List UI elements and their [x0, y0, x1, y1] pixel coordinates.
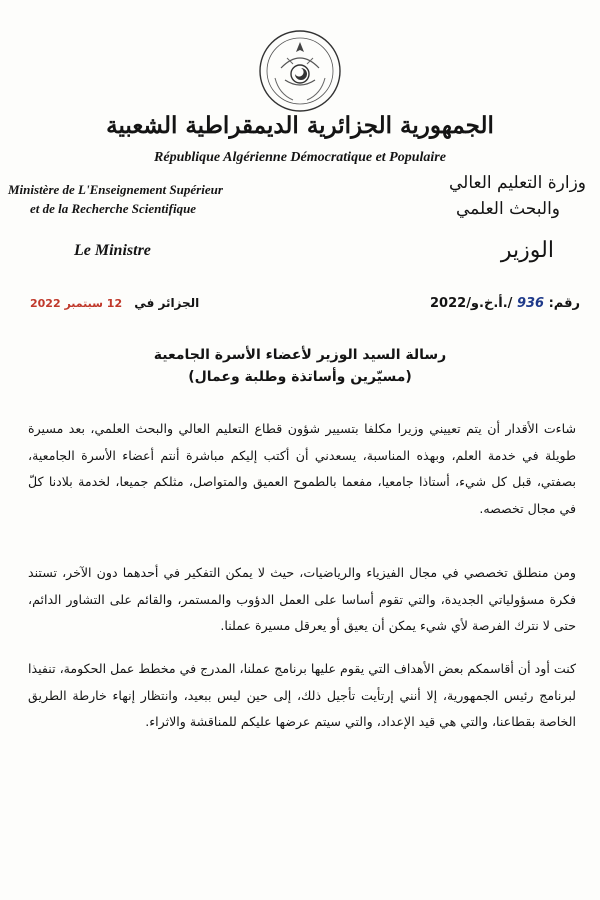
- place-date-label: الجزائر في: [134, 296, 200, 310]
- reference-number: [430, 296, 580, 311]
- date-stamp: 12 سبتمبر 2022: [30, 297, 123, 310]
- national-emblem-seal: [257, 28, 343, 114]
- ministry-name-arabic: [406, 170, 586, 222]
- letter-title: [0, 344, 600, 388]
- letter-paragraph: شاءت الأقدار أن يتم تعييني وزيرا مكلفا بتسيير شؤون قطاع التعليم العالي والبحث العلمي، بعد مسيرة طويلة في خدمة العلم، وبهذه المناسبة، يسعدني أن أكتب إليكم مباشرة أنتم أعضاء الأسرة الجامعية، بصفتي، قبل كل شيء، أستاذا جامعيا، مفعما بالطموح العميق والمتواصل، مثلكم جميعا، لخدمة بلادنا كلّ في مجال تخصصه.: [28, 421, 576, 516]
- ministry-fr-line-1: Ministère de L'Enseignement Supérieur: [8, 182, 223, 197]
- letter-paragraph: ومن منطلق تخصصي في مجال الفيزياء والرياضيات، حيث لا يمكن التفكير في أحدهما دون الآخر، تستند فكرة مسؤولياتي الجديدة، والتي تقوم أساسا على العمل الدؤوب والمستمر، والقائم على التشاور الدائم، حتى لا نترك الفرصة لأي شيء يمكن أن يعيق أو يعرقل مسيرة عملنا.: [28, 565, 576, 633]
- minister-label-arabic: الوزير: [500, 238, 554, 263]
- reference-suffix: /.أ.خ.و/2022: [430, 296, 513, 311]
- place-and-date: [30, 296, 199, 310]
- ministry-ar-line-2: والبحث العلمي: [455, 199, 560, 219]
- republic-name-arabic: الجمهورية الجزائرية الديمقراطية الشعبية: [106, 112, 494, 139]
- reference-label: رقم:: [548, 296, 580, 311]
- letter-title-line-2: (مسيّرين وأساتذة وطلبة وعمال): [188, 369, 412, 385]
- ministry-ar-line-1: وزارة التعليم العالي: [448, 173, 586, 193]
- minister-label-french: Le Ministre: [74, 242, 151, 259]
- letter-title-line-1: رسالة السيد الوزير لأعضاء الأسرة الجامعية: [153, 347, 447, 363]
- ministry-fr-line-2: et de la Recherche Scientifique: [30, 201, 197, 216]
- letter-paragraph: كنت أود أن أقاسمكم بعض الأهداف التي يقوم عليها برنامج عملنا، المدرج في مخطط عمل الحكومة، تنفيذا لبرنامج رئيس الجمهورية، إلا أنني إرتأيت تأجيل ذلك، إلى حين ليس ببعيد، وانتظار إنهاء خارطة الطريق الخاصة بقطاعنا، والتي هي قيد الإعداد، والتي سيتم عرضها عليكم للمناقشة والاثراء.: [28, 661, 576, 729]
- ministry-name-french: [8, 180, 258, 218]
- reference-handwritten-number: 936: [516, 296, 545, 311]
- republic-name-french: République Algérienne Démocratique et Populaire: [154, 150, 446, 165]
